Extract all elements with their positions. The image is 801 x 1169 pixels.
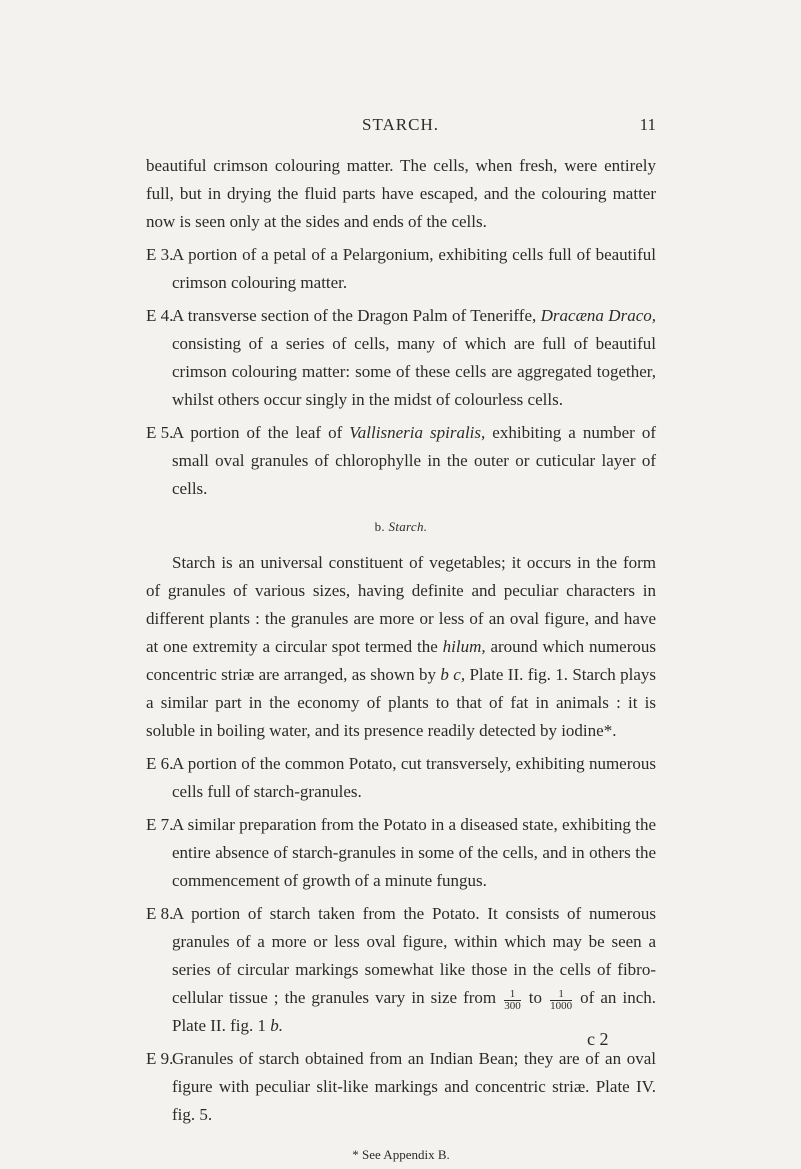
entry-e7 (146, 811, 656, 895)
entry-text: A transverse section of the Dragon Palm of Teneriffe, (172, 306, 541, 325)
entry-number: E 5. (146, 423, 174, 442)
figure-letter: b. (270, 1016, 283, 1035)
entry-text: A portion of the common Potato, cut transversely, exhibiting numerous cells full of starch-granules. (172, 754, 656, 801)
fraction-denominator: 1000 (550, 1000, 573, 1012)
species-name: Vallisneria spiralis, (349, 423, 486, 442)
entry-e4 (146, 302, 656, 414)
page-header (0, 115, 801, 143)
figure-letter: b (440, 665, 449, 684)
fraction (504, 989, 521, 1012)
body-text (146, 152, 656, 1169)
entry-text: to (522, 988, 549, 1007)
entry-number: E 7. (146, 815, 174, 834)
entry-e8 (146, 900, 656, 1040)
intro-text: Plate II. fig. 1. Starch plays a similar part in the economy of plants to that of fat in animals : it is soluble in boiling water, and its presence readily detected by iodine*. (146, 665, 657, 740)
fraction-numerator: 1 (504, 989, 521, 1001)
entry-number: E 3. (146, 245, 174, 264)
entry-number: E 8. (146, 904, 174, 923)
entry-text: exhibiting a number of small oval granules of chlorophylle in the outer or cuticular layer of cells. (172, 423, 657, 498)
intro-text: Starch is an universal constituent of vegetables; it occurs in the form of granules of various sizes, having definite and peculiar characters in different plants : the granules are more or less of an oval figure, and have at one extremity a circular spot termed the (146, 553, 656, 656)
signature-mark: c 2 (587, 1029, 609, 1049)
figure-letter: c, (453, 665, 466, 684)
term-hilum: hilum, (442, 637, 486, 656)
section-letter: b. (374, 519, 385, 534)
entry-e9 (146, 1045, 656, 1129)
entry-e3 (146, 241, 656, 297)
entry-number: E 4. (146, 306, 174, 325)
entry-e6 (146, 750, 656, 806)
intro-text: around which numerous concentric striæ are arranged, as shown by (146, 637, 656, 684)
entry-text: of an inch. Plate II. fig. 1 (172, 988, 656, 1035)
entry-text: A portion of the leaf of (172, 423, 350, 442)
fraction-denominator: 300 (504, 1000, 521, 1012)
entry-text: A portion of starch taken from the Potato. It consists of numerous granules of a more or less oval figure, within which may be seen a series of circular markings somewhat like those in the cells of fibro-cellular tissue ; the granules vary in size from (172, 904, 656, 1007)
entry-text: consisting of a series of cells, many of which are full of beautiful crimson colouring matter: some of these cells are aggregated together, whilst others occur singly in the midst of colourless cells. (172, 334, 656, 409)
running-title: STARCH. (362, 115, 439, 134)
section-title: Starch. (388, 519, 428, 534)
continuation-paragraph: beautiful crimson colouring matter. The cells, when fresh, were entirely full, but in drying the fluid parts have escaped, and the colouring matter now is seen only at the sides and ends of the cells. (146, 156, 656, 231)
section-heading (146, 513, 656, 541)
entry-number: E 6. (146, 754, 174, 773)
entry-text: A portion of a petal of a Pelargonium, exhibiting cells full of beautiful crimson colouring matter. (172, 245, 656, 292)
species-name: Dracæna Draco, (540, 306, 656, 325)
entry-text: A similar preparation from the Potato in a diseased state, exhibiting the entire absence of starch-granules in some of the cells, and in others the commencement of growth of a minute fungus. (172, 815, 656, 890)
page-number: 11 (639, 115, 656, 134)
fraction (550, 989, 572, 1012)
intro-paragraph (146, 549, 656, 745)
entry-e5 (146, 419, 656, 503)
entry-number: E 9. (146, 1049, 174, 1068)
entry-text: Granules of starch obtained from an Indian Bean; they are of an oval figure with peculiar slit-like markings and concentric striæ. Plate IV. fig. 5. (172, 1049, 656, 1124)
footnote: * See Appendix B. (352, 1147, 450, 1162)
fraction-numerator: 1 (550, 989, 572, 1001)
